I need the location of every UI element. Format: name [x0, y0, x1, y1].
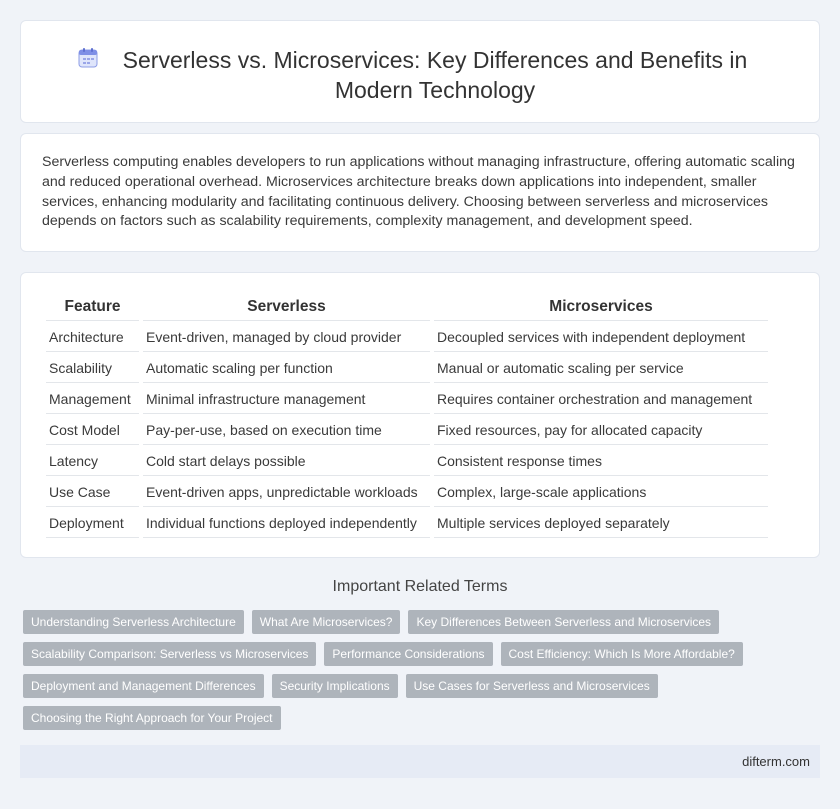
cell-serverless: Pay-per-use, based on execution time — [143, 416, 430, 445]
cell-microservices: Consistent response times — [434, 447, 768, 476]
cell-microservices: Complex, large-scale applications — [434, 478, 768, 507]
tag-row — [23, 674, 823, 698]
cell-microservices: Fixed resources, pay for allocated capacity — [434, 416, 768, 445]
table-row — [46, 478, 768, 507]
intro-paragraph: Serverless computing enables developers to run applications without managing infrastructure, offering automatic scaling and reduced operational overhead. Microservices architecture breaks down applications into independent, smaller services, enhancing modularity and facilitating continuous delivery. Choosing between serverless and microservices depends on factors such as scalability requirements, complexity management, and development speed. — [42, 154, 795, 230]
related-term-link[interactable]: What Are Microservices? — [252, 610, 401, 634]
cell-microservices: Multiple services deployed separately — [434, 509, 768, 538]
related-term-link[interactable]: Performance Considerations — [324, 642, 492, 666]
tag-row — [23, 610, 823, 634]
cell-feature: Latency — [46, 447, 139, 476]
intro-card — [20, 133, 820, 252]
cell-feature: Management — [46, 385, 139, 414]
cell-serverless: Automatic scaling per function — [143, 354, 430, 383]
header-feature: Feature — [46, 296, 139, 321]
related-terms-list — [23, 610, 823, 738]
cell-feature: Cost Model — [46, 416, 139, 445]
related-term-link[interactable]: Use Cases for Serverless and Microservices — [406, 674, 658, 698]
cell-serverless: Event-driven apps, unpredictable workloads — [143, 478, 430, 507]
cell-microservices: Requires container orchestration and management — [434, 385, 768, 414]
comparison-card — [20, 272, 820, 558]
page-title — [21, 45, 819, 105]
table-row — [46, 416, 768, 445]
table-row — [46, 509, 768, 538]
footer — [20, 745, 820, 778]
cell-feature: Architecture — [46, 323, 139, 352]
cell-serverless: Minimal infrastructure management — [143, 385, 430, 414]
cell-microservices: Manual or automatic scaling per service — [434, 354, 768, 383]
header-serverless: Serverless — [143, 296, 430, 321]
related-term-link[interactable]: Deployment and Management Differences — [23, 674, 264, 698]
cell-microservices: Decoupled services with independent deployment — [434, 323, 768, 352]
related-term-link[interactable]: Cost Efficiency: Which Is More Affordable? — [501, 642, 743, 666]
related-term-link[interactable]: Scalability Comparison: Serverless vs Microservices — [23, 642, 316, 666]
header-microservices: Microservices — [434, 296, 768, 321]
cell-feature: Deployment — [46, 509, 139, 538]
table-header-row — [46, 296, 768, 321]
page-title-text: Serverless vs. Microservices: Key Differences and Benefits in Modern Technology — [122, 47, 748, 103]
site-name[interactable]: difterm.com — [742, 754, 810, 769]
table-row — [46, 385, 768, 414]
cell-serverless: Cold start delays possible — [143, 447, 430, 476]
tag-row — [23, 642, 823, 666]
related-term-link[interactable]: Key Differences Between Serverless and Microservices — [408, 610, 719, 634]
comparison-table — [42, 294, 772, 540]
tag-row — [23, 706, 823, 730]
cell-serverless: Event-driven, managed by cloud provider — [143, 323, 430, 352]
cell-serverless: Individual functions deployed independently — [143, 509, 430, 538]
cell-feature: Scalability — [46, 354, 139, 383]
title-card — [20, 20, 820, 123]
table-row — [46, 354, 768, 383]
table-row — [46, 447, 768, 476]
cell-feature: Use Case — [46, 478, 139, 507]
related-term-link[interactable]: Understanding Serverless Architecture — [23, 610, 244, 634]
related-term-link[interactable]: Security Implications — [272, 674, 398, 698]
table-row — [46, 323, 768, 352]
related-terms-heading: Important Related Terms — [332, 578, 508, 595]
related-term-link[interactable]: Choosing the Right Approach for Your Project — [23, 706, 281, 730]
